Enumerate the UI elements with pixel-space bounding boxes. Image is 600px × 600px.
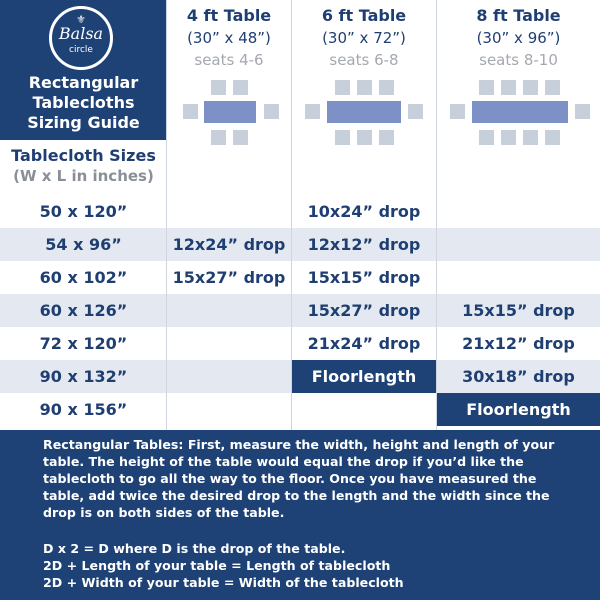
empty-cell: [437, 228, 600, 261]
drop-cell: 30x18” drop: [462, 367, 575, 386]
chair-icon: [450, 104, 465, 119]
fleur-icon: ⚜: [76, 13, 86, 26]
chair-icon: [523, 80, 538, 95]
table-icon: [472, 101, 568, 123]
page-title-line: Sizing Guide: [27, 113, 140, 132]
table-row: [0, 228, 600, 261]
formula-list: [43, 540, 573, 591]
page-title: [0, 73, 167, 133]
empty-cell: [437, 261, 600, 294]
formula-line: D x 2 = D where D is the drop of the table.: [43, 541, 346, 556]
chair-icon: [211, 80, 226, 95]
chair-icon: [335, 80, 350, 95]
tablecloth-size: 54 x 96”: [45, 235, 122, 254]
page-title-line: Rectangular: [28, 73, 139, 92]
formula-line: 2D + Width of your table = Width of the tablecloth: [43, 575, 404, 590]
chair-icon: [523, 130, 538, 145]
drop-cell: Floorlength: [437, 393, 600, 426]
table-header-4ft: [167, 5, 291, 71]
chair-icon: [357, 80, 372, 95]
table-icon: [204, 101, 256, 123]
tablecloth-size: 50 x 120”: [39, 202, 128, 221]
table-row: [0, 195, 600, 228]
sizes-title: Tablecloth Sizes: [11, 146, 156, 165]
chair-icon: [264, 104, 279, 119]
table-dims: (30” x 72”): [322, 29, 406, 47]
chair-icon: [335, 130, 350, 145]
chair-icon: [379, 80, 394, 95]
tablecloth-size: 90 x 156”: [39, 400, 128, 419]
drop-cell: 21x24” drop: [307, 334, 421, 353]
drop-cell: 15x15” drop: [462, 301, 575, 320]
formula-line: 2D + Length of your table = Length of tablecloth: [43, 558, 391, 573]
empty-cell: [167, 360, 291, 393]
chair-icon: [233, 80, 248, 95]
empty-cell: [167, 327, 291, 360]
empty-cell: [167, 393, 291, 426]
tablecloth-size: 72 x 120”: [39, 334, 128, 353]
table-dims: (30” x 96”): [476, 29, 561, 47]
brand-panel: [0, 0, 167, 140]
chair-icon: [501, 80, 516, 95]
table-seats: seats 6-8: [329, 51, 399, 69]
instructions-panel: [0, 430, 600, 600]
drop-cell: 12x24” drop: [172, 235, 286, 254]
table-header-6ft: [292, 5, 436, 71]
chair-icon: [233, 130, 248, 145]
drop-cell: Floorlength: [292, 360, 436, 393]
table-title: 8 ft Table: [476, 6, 561, 25]
table-row: [0, 327, 600, 360]
chair-icon: [357, 130, 372, 145]
drop-cell: 15x27” drop: [172, 268, 286, 287]
table-row: [0, 261, 600, 294]
chair-icon: [211, 130, 226, 145]
table-seats: seats 8-10: [479, 51, 558, 69]
table-icon: [327, 101, 401, 123]
chair-icon: [305, 104, 320, 119]
balsa-circle-logo: [49, 6, 113, 70]
table-dims: (30” x 48”): [187, 29, 271, 47]
tablecloth-size: 60 x 126”: [39, 301, 128, 320]
chair-icon: [545, 130, 560, 145]
page-title-line: Tablecloths: [32, 93, 135, 112]
table-seats: seats 4-6: [194, 51, 264, 69]
chair-icon: [501, 130, 516, 145]
empty-cell: [167, 294, 291, 327]
chair-icon: [183, 104, 198, 119]
chair-icon: [479, 80, 494, 95]
table-title: 6 ft Table: [321, 6, 407, 25]
table-header-8ft: [437, 5, 600, 71]
sizes-subtitle: (W x L in inches): [13, 167, 154, 185]
tablecloth-size: 90 x 132”: [39, 367, 128, 386]
sizes-column-header: [0, 146, 167, 186]
logo-name: Balsa: [58, 24, 104, 43]
chair-icon: [479, 130, 494, 145]
table-row: [0, 294, 600, 327]
drop-cell: 10x24” drop: [307, 202, 421, 221]
table-title: 4 ft Table: [186, 6, 272, 25]
table-row: [0, 360, 600, 393]
instructions-text: Rectangular Tables: First, measure the width, height and length of your table. The height of the table would equal the drop if you’d like the tablecloth to go all the way to the floor. Once you have measured the table, add twice the desired drop to the length and the width since the drop is on both sides of the table.: [43, 437, 555, 520]
empty-cell: [167, 195, 291, 228]
tablecloth-size: 60 x 102”: [39, 268, 128, 287]
logo-sub: circle: [69, 45, 93, 55]
table-row: [0, 393, 600, 426]
chair-icon: [575, 104, 590, 119]
chair-icon: [379, 130, 394, 145]
drop-cell: 15x27” drop: [307, 301, 421, 320]
drop-cell: 21x12” drop: [462, 334, 575, 353]
chair-icon: [408, 104, 423, 119]
chair-icon: [545, 80, 560, 95]
drop-cell: 12x12” drop: [307, 235, 421, 254]
empty-cell: [292, 393, 436, 426]
drop-cell: 15x15” drop: [307, 268, 421, 287]
empty-cell: [437, 195, 600, 228]
